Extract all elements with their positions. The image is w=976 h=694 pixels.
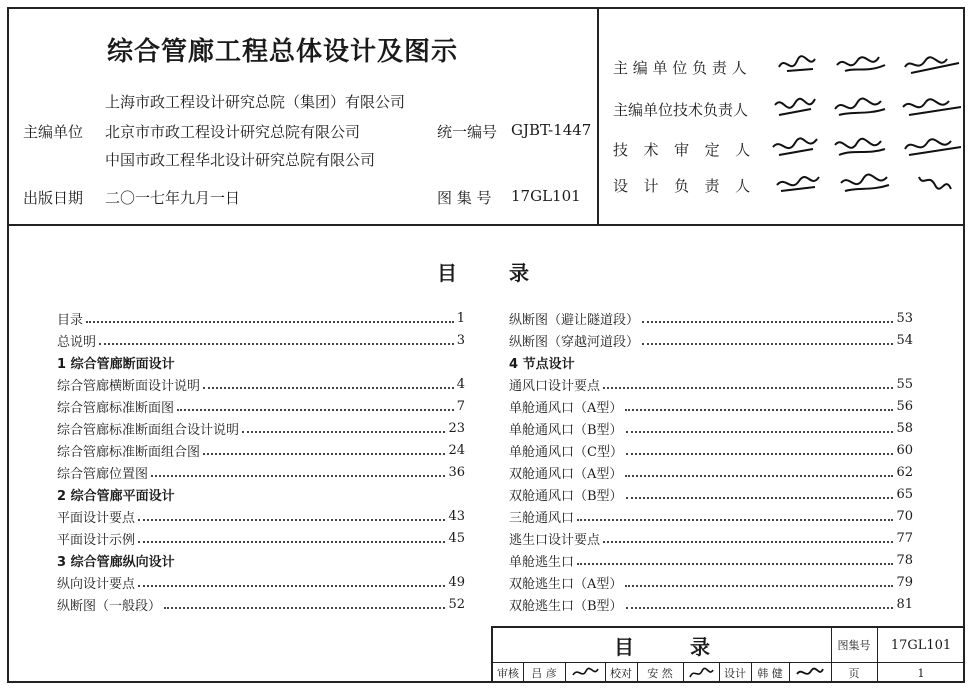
toc-entry[interactable]	[57, 527, 465, 549]
document-title: 综合管廊工程总体设计及图示	[107, 37, 459, 67]
leader-dots	[626, 497, 894, 499]
toc-entry-title: 三舱通风口	[509, 510, 575, 526]
toc-entry[interactable]	[57, 395, 465, 417]
responsible-label: 设 计 负 责 人	[613, 177, 753, 195]
toc-entry-page: 3	[456, 332, 465, 348]
toc-entry[interactable]	[57, 505, 465, 527]
toc-entry-page: 79	[896, 574, 913, 590]
leader-dots	[138, 585, 445, 587]
toc-entry-page: 55	[896, 376, 913, 392]
toc-entry[interactable]	[57, 571, 465, 593]
toc-heading	[437, 257, 529, 286]
toc-entry-page: 78	[896, 552, 913, 568]
leader-dots	[642, 343, 893, 345]
toc-entry-title: 双舱通风口（A型）	[509, 466, 623, 482]
toc-entry[interactable]	[57, 329, 465, 351]
toc-entry-page: 7	[456, 398, 465, 414]
handwritten-signature	[771, 91, 967, 121]
design-label: 设计	[724, 667, 746, 680]
check-signature	[683, 663, 719, 683]
toc-entry-title: 综合管廊横断面设计说明	[57, 378, 201, 394]
leader-dots	[603, 387, 893, 389]
toc-entry-title: 纵向设计要点	[57, 576, 136, 592]
toc-entry[interactable]	[509, 483, 913, 505]
toc-entry[interactable]	[57, 461, 465, 483]
toc-entry-title: 单舱通风口（C型）	[509, 444, 623, 460]
leader-dots	[177, 409, 454, 411]
leader-dots	[86, 321, 454, 323]
leader-dots	[642, 321, 893, 323]
toc-heading-b: 录	[509, 261, 529, 285]
toc-entry-title: 双舱逃生口（A型）	[509, 576, 623, 592]
page-label: 页	[848, 667, 860, 680]
title-block-title-a: 目	[614, 634, 634, 659]
toc-entry-title: 纵断图（避让隧道段）	[509, 312, 640, 328]
toc-entry-title: 综合管廊标准断面组合设计说明	[57, 422, 240, 438]
drawing-frame	[7, 7, 965, 683]
toc-heading-a: 目	[437, 261, 457, 285]
handwritten-signature	[769, 131, 967, 161]
responsible-label: 主 编 单 位 负 责 人	[613, 59, 747, 77]
toc-entry-page: 4	[456, 376, 465, 392]
editor-org-2: 北京市市政工程设计研究总院有限公司	[105, 123, 361, 141]
toc-entry[interactable]	[57, 593, 465, 615]
leader-dots	[603, 541, 893, 543]
responsible-label: 技 术 审 定 人	[613, 141, 753, 159]
responsible-row	[613, 49, 963, 83]
toc-entry[interactable]	[509, 417, 913, 439]
publication-info	[9, 9, 597, 224]
toc-entry-title: 目录	[57, 312, 84, 328]
toc-entry-title: 逃生口设计要点	[509, 532, 601, 548]
design-name: 韩 健	[757, 667, 783, 680]
toc-entry[interactable]	[509, 307, 913, 329]
toc-entry-title: 平面设计示例	[57, 532, 136, 548]
toc-entry[interactable]	[57, 307, 465, 329]
toc-section-heading: 4 节点设计	[509, 356, 575, 372]
toc-entry[interactable]	[509, 593, 913, 615]
leader-dots	[203, 387, 454, 389]
toc-entry-title: 综合管廊标准断面组合图	[57, 444, 201, 460]
toc-entry-page: 60	[896, 442, 913, 458]
toc-section-heading: 3 综合管廊纵向设计	[57, 554, 175, 570]
title-block-title-b: 录	[690, 634, 710, 659]
toc-entry-page: 45	[448, 530, 465, 546]
editor-org-1: 上海市政工程设计研究总院（集团）有限公司	[105, 93, 406, 111]
cover-header	[9, 9, 963, 226]
toc-entry-page: 52	[448, 596, 465, 612]
toc-entry-title: 双舱通风口（B型）	[509, 488, 623, 504]
atlas-number-label: 图 集 号	[437, 189, 492, 207]
toc-entry-page: 65	[896, 486, 913, 502]
toc-entry-page: 43	[448, 508, 465, 524]
check-name: 安 然	[647, 667, 673, 680]
unified-number: GJBT-1447	[511, 121, 592, 139]
toc-entry-page: 70	[896, 508, 913, 524]
toc-entry-title: 综合管廊标准断面图	[57, 400, 175, 416]
toc-entry-page: 56	[896, 398, 913, 414]
toc-entry-page: 1	[456, 310, 465, 326]
review-label: 审核	[497, 667, 519, 680]
handwritten-signature	[773, 167, 963, 197]
toc-entry[interactable]	[509, 395, 913, 417]
toc-entry[interactable]	[509, 505, 913, 527]
leader-dots	[138, 519, 445, 521]
toc-entry-title: 纵断图（一般段）	[57, 598, 162, 614]
leader-dots	[99, 343, 454, 345]
toc-entry[interactable]	[509, 571, 913, 593]
leader-dots	[577, 563, 893, 565]
toc-section-heading: 2 综合管廊平面设计	[57, 488, 175, 504]
toc-left-column	[57, 307, 465, 615]
toc-entry-page: 58	[896, 420, 913, 436]
toc-entry-title: 单舱通风口（B型）	[509, 422, 623, 438]
toc-entry-title: 综合管廊位置图	[57, 466, 149, 482]
leader-dots	[577, 519, 893, 521]
toc-entry-title: 平面设计要点	[57, 510, 136, 526]
date-label: 出版日期	[23, 189, 84, 207]
toc-entry[interactable]	[57, 373, 465, 395]
toc-entry[interactable]	[57, 439, 465, 461]
review-signature	[565, 663, 605, 683]
leader-dots	[625, 409, 893, 411]
responsible-row	[613, 167, 963, 201]
toc-entry[interactable]	[509, 329, 913, 351]
toc-entry-page: 24	[448, 442, 465, 458]
toc-entry[interactable]	[509, 549, 913, 571]
leader-dots	[151, 475, 445, 477]
publish-date: 二〇一七年九月一日	[105, 189, 241, 207]
leader-dots	[138, 541, 445, 543]
review-name: 吕 彦	[531, 667, 557, 680]
leader-dots	[164, 607, 445, 609]
editor-org-3: 中国市政工程华北设计研究总院有限公司	[105, 151, 376, 169]
toc-entry-page: 54	[896, 332, 913, 348]
toc-entry-page: 53	[896, 310, 913, 326]
toc-entry[interactable]	[509, 527, 913, 549]
unified-number-label: 统一编号	[437, 123, 498, 141]
atlas-number: 17GL101	[511, 187, 581, 205]
design-signature	[789, 663, 831, 683]
toc-entry[interactable]	[509, 373, 913, 395]
responsible-row	[613, 131, 963, 165]
title-block-atlas-label: 图集号	[837, 639, 871, 652]
leader-dots	[626, 453, 894, 455]
toc-entry[interactable]	[509, 461, 913, 483]
title-block	[491, 626, 965, 683]
toc-entry-title: 总说明	[57, 334, 97, 350]
toc-entry-page: 49	[448, 574, 465, 590]
toc-entry-title: 纵断图（穿越河道段）	[509, 334, 640, 350]
leader-dots	[625, 585, 893, 587]
toc-entry[interactable]	[57, 417, 465, 439]
title-block-title	[493, 628, 831, 662]
responsible-persons	[597, 9, 965, 224]
toc-entry-page: 81	[896, 596, 913, 612]
toc-entry-title: 通风口设计要点	[509, 378, 601, 394]
leader-dots	[242, 431, 445, 433]
leader-dots	[626, 431, 894, 433]
toc-entry-title: 单舱逃生口	[509, 554, 575, 570]
toc-entry-title: 双舱逃生口（B型）	[509, 598, 623, 614]
leader-dots	[626, 607, 894, 609]
toc-entry-page: 77	[896, 530, 913, 546]
responsible-row	[613, 91, 963, 125]
leader-dots	[203, 453, 445, 455]
toc-entry-page: 62	[896, 464, 913, 480]
title-block-atlas-number: 17GL101	[890, 637, 952, 653]
toc-entry-title: 单舱通风口（A型）	[509, 400, 623, 416]
editor-label: 主编单位	[23, 123, 84, 141]
toc-entry-page: 36	[448, 464, 465, 480]
page-number: 1	[917, 666, 925, 680]
toc-entry-page: 23	[448, 420, 465, 436]
toc-right-column	[509, 307, 913, 615]
handwritten-signature	[775, 49, 965, 79]
responsible-label: 主编单位技术负责人	[613, 101, 749, 119]
toc-entry[interactable]	[509, 439, 913, 461]
leader-dots	[625, 475, 893, 477]
toc-section-heading: 1 综合管廊断面设计	[57, 356, 175, 372]
check-label: 校对	[610, 667, 632, 680]
